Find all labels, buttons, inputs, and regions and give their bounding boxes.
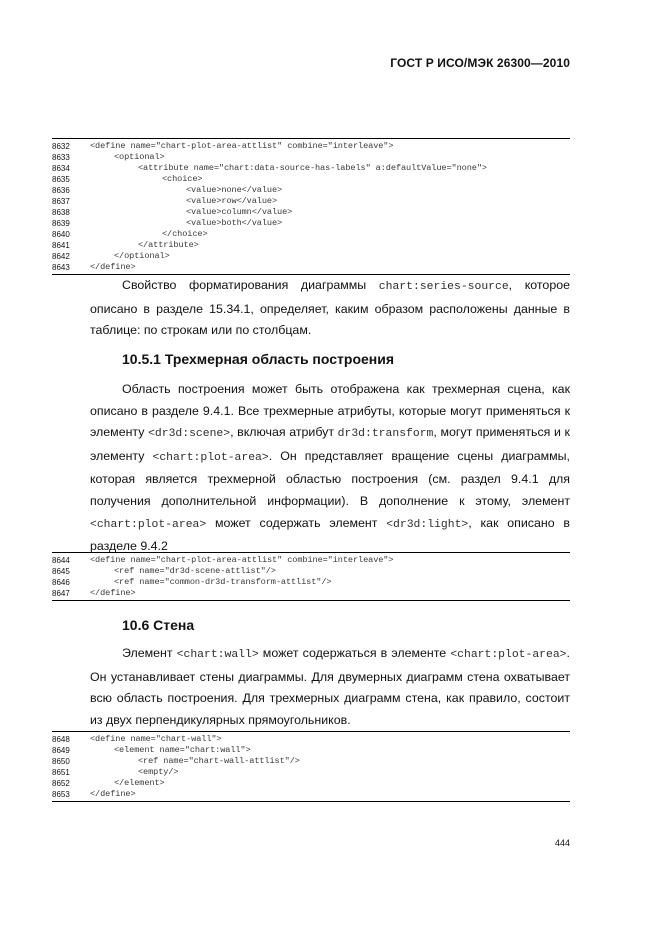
code-line [52,566,570,577]
para-text: , включая атрибут [230,425,338,440]
code-line [52,588,570,599]
para-text: , как описано в разделе 9.4.2 [90,515,571,554]
code-text: <value>row</value> [186,196,278,206]
code-text: </define> [90,789,136,799]
code-text: <value>both</value> [186,218,283,228]
para-text: Область построения может быть отображена как трехмерная сцена, как описано в разделе 9.4.1. Все трехмерные атрибуты, которые могут применяться к элементу [90,382,570,440]
para-text: . Он представляет вращение сцены диаграммы, которая является трехмерной областью построения (см. раздел 9.4.1 для получения дополнительной информации). В дополнение к этому, элемент [90,448,570,508]
line-number: 8645 [52,567,70,576]
code-text: <value>none</value> [186,185,283,195]
code-text: <attribute name="chart:data-source-has-labels" a:defaultValue="none"> [138,163,487,173]
paragraph-3d-plot-area [90,379,570,558]
code-line [52,240,570,251]
paragraph-chart-wall [90,643,570,731]
section-heading-10-5-1: 10.5.1 Трехмерная область построения [122,351,395,367]
line-number: 8638 [52,208,70,217]
line-number: 8639 [52,219,70,228]
para-text: может содержаться в элементе [258,646,451,660]
code-text: <define name="chart-wall"> [90,734,222,744]
document-header: ГОСТ Р ИСО/МЭК 26300—2010 [390,56,570,70]
code-line [52,734,570,745]
inline-code: <chart:wall> [176,649,259,661]
code-line [52,555,570,566]
code-text: </optional> [114,251,170,261]
line-number: 8636 [52,186,70,195]
para-text: . Он устанавливает стены диаграммы. Для двумерных диаграмм стена охватывает всю область построения. Для трехмерных диаграмм стена, как правило, состоит из двух перпендикулярных прямоугольников. [90,646,570,727]
line-number: 8637 [52,197,70,206]
inline-code: <chart:plot-area> [152,451,269,464]
code-text: <value>column</value> [186,207,293,217]
para-text: Свойство форматирования диаграммы [122,278,379,292]
code-text: <ref name="common-dr3d-transform-attlist"/> [114,577,332,587]
code-line [52,174,570,185]
line-number: 8635 [52,175,70,184]
inline-code: <chart:plot-area> [450,649,567,661]
line-number: 8652 [52,779,70,788]
inline-code: <chart:plot-area> [90,518,207,531]
code-line [52,196,570,207]
code-text: <optional> [114,152,165,162]
paragraph-series-source [90,275,570,342]
line-number: 8651 [52,768,70,777]
line-number: 8648 [52,735,70,744]
page-number: 444 [554,838,570,848]
code-line [52,262,570,273]
code-listing-8632-8643 [52,138,570,275]
code-text: <choice> [162,174,203,184]
code-line [52,185,570,196]
code-line [52,251,570,262]
para-text: Элемент [122,646,177,660]
line-number: 8647 [52,589,70,598]
line-number: 8642 [52,252,70,261]
code-line [52,577,570,588]
code-listing-8644-8647 [52,552,570,601]
code-line [52,767,570,778]
para-text: может содержать элемент [206,515,387,530]
inline-code: chart:series-source [378,281,509,293]
line-number: 8644 [52,556,70,565]
line-number: 8646 [52,578,70,587]
line-number: 8634 [52,164,70,173]
inline-code: <dr3d:scene> [148,428,231,441]
code-text: </define> [90,588,136,598]
code-text: </element> [114,778,165,788]
line-number: 8632 [52,142,70,151]
code-text: </define> [90,262,136,272]
code-text: </attribute> [138,240,199,250]
code-line [52,229,570,240]
inline-code: dr3d:transform [337,428,434,441]
code-line [52,789,570,800]
code-text: <define name="chart-plot-area-attlist" combine="interleave"> [90,555,394,565]
inline-code: <dr3d:light> [386,518,469,531]
para-text: , которое описано в разделе 15.34.1, определяет, каким образом расположены данные в таблице: по строкам или по столбцам. [90,278,570,338]
code-text: <element name="chart:wall"> [114,745,251,755]
code-line [52,756,570,767]
para-text: , могут применяться и к элементу [90,425,570,463]
line-number: 8650 [52,757,70,766]
code-text: </choice> [162,229,208,239]
code-text: <define name="chart-plot-area-attlist" combine="interleave"> [90,141,394,151]
code-line [52,207,570,218]
line-number: 8633 [52,153,70,162]
line-number: 8643 [52,263,70,272]
section-heading-10-6: 10.6 Стена [122,617,195,633]
code-line [52,218,570,229]
line-number: 8649 [52,746,70,755]
code-text: <empty/> [138,767,179,777]
code-line [52,778,570,789]
code-listing-8648-8653 [52,731,570,802]
line-number: 8641 [52,241,70,250]
line-number: 8640 [52,230,70,239]
code-line [52,141,570,152]
line-number: 8653 [52,790,70,799]
code-line [52,745,570,756]
code-line [52,163,570,174]
code-text: <ref name="chart-wall-attlist"/> [138,756,300,766]
code-text: <ref name="dr3d-scene-attlist"/> [114,566,276,576]
code-line [52,152,570,163]
